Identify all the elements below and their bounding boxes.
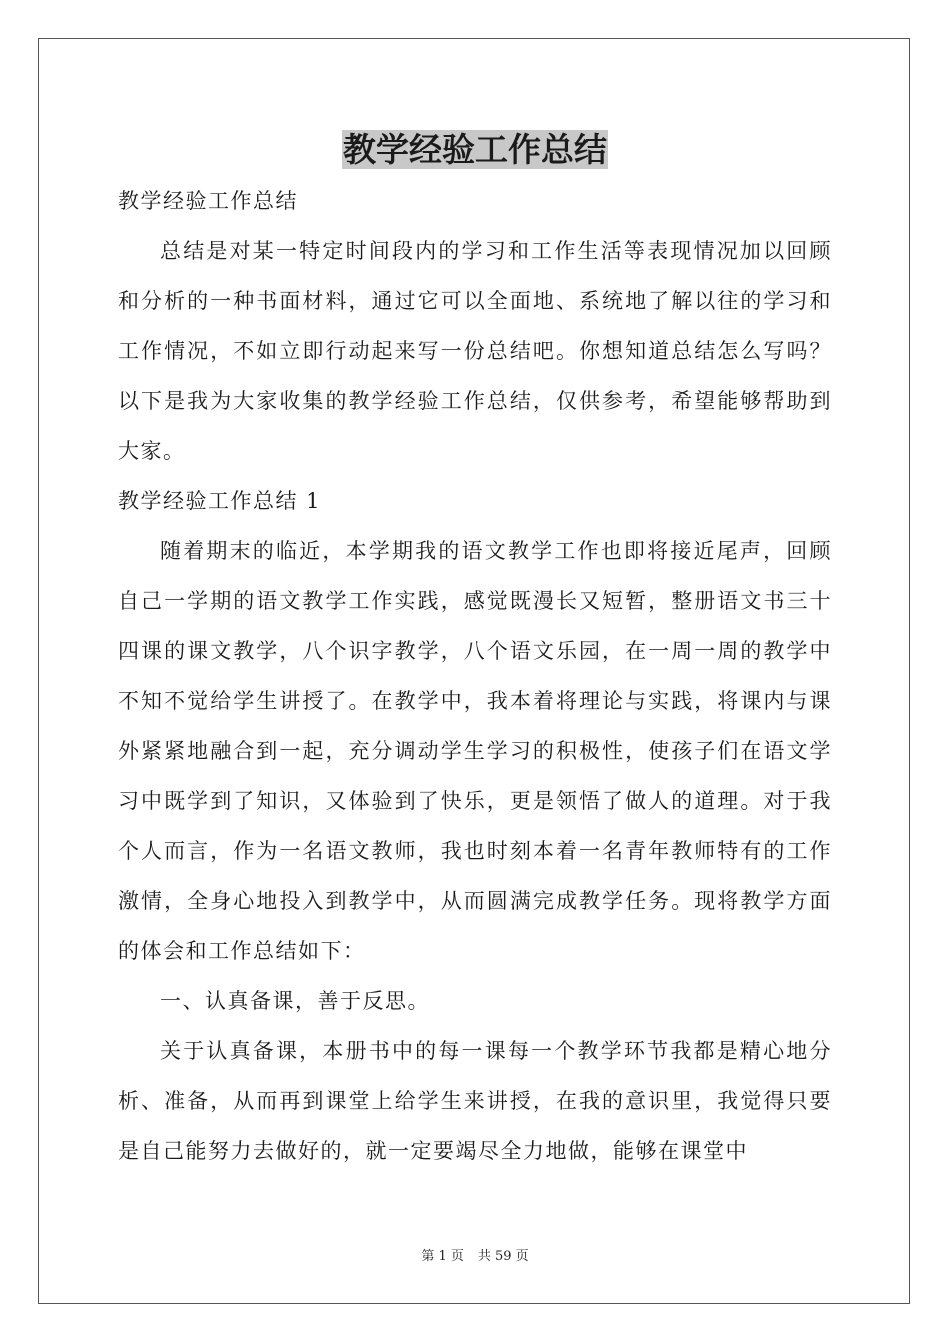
- paragraph-body: 随着期末的临近，本学期我的语文教学工作也即将接近尾声，回顾自己一学期的语文教学工作实践，感觉既漫长又短暂，整册语文书三十四课的课文教学，八个识字教学，八个语文乐园，在一周一周的教学中不知不觉给学生讲授了。在教学中，我本着将理论与实践，将课内与课外紧紧地融合到一起，充分调动学生学习的积极性，使孩子们在语文学习中既学到了知识，又体验到了快乐，更是领悟了做人的道理。对于我个人而言，作为一名语文教师，我也时刻本着一名青年教师特有的工作激情，全身心地投入到教学中，从而圆满完成教学任务。现将教学方面的体会和工作总结如下：: [118, 539, 832, 963]
- paragraph-subtitle: 教学经验工作总结: [118, 189, 298, 213]
- page-total: 共 59 页: [477, 1249, 529, 1264]
- section-heading: 教学经验工作总结 1: [118, 489, 322, 513]
- page-footer: [0, 1248, 950, 1266]
- page-number: 第 1 页: [421, 1249, 464, 1264]
- subsection-heading: 一、认真备课，善于反思。: [160, 989, 430, 1013]
- document-title: [0, 128, 950, 172]
- document-body: [118, 176, 832, 1176]
- paragraph-intro: 总结是对某一特定时间段内的学习和工作生活等表现情况加以回顾和分析的一种书面材料，通过它可以全面地、系统地了解以往的学习和工作情况，不如立即行动起来写一份总结吧。你想知道总结怎么写吗？以下是我为大家收集的教学经验工作总结，仅供参考，希望能够帮助到大家。: [118, 239, 832, 463]
- paragraph-body: 关于认真备课，本册书中的每一课每一个教学环节我都是精心地分析、准备，从而再到课堂上给学生来讲授，在我的意识里，我觉得只要是自己能努力去做好的，就一定要竭尽全力地做，能够在课堂中: [118, 1039, 832, 1163]
- document-title-text: 教学经验工作总结: [343, 130, 607, 169]
